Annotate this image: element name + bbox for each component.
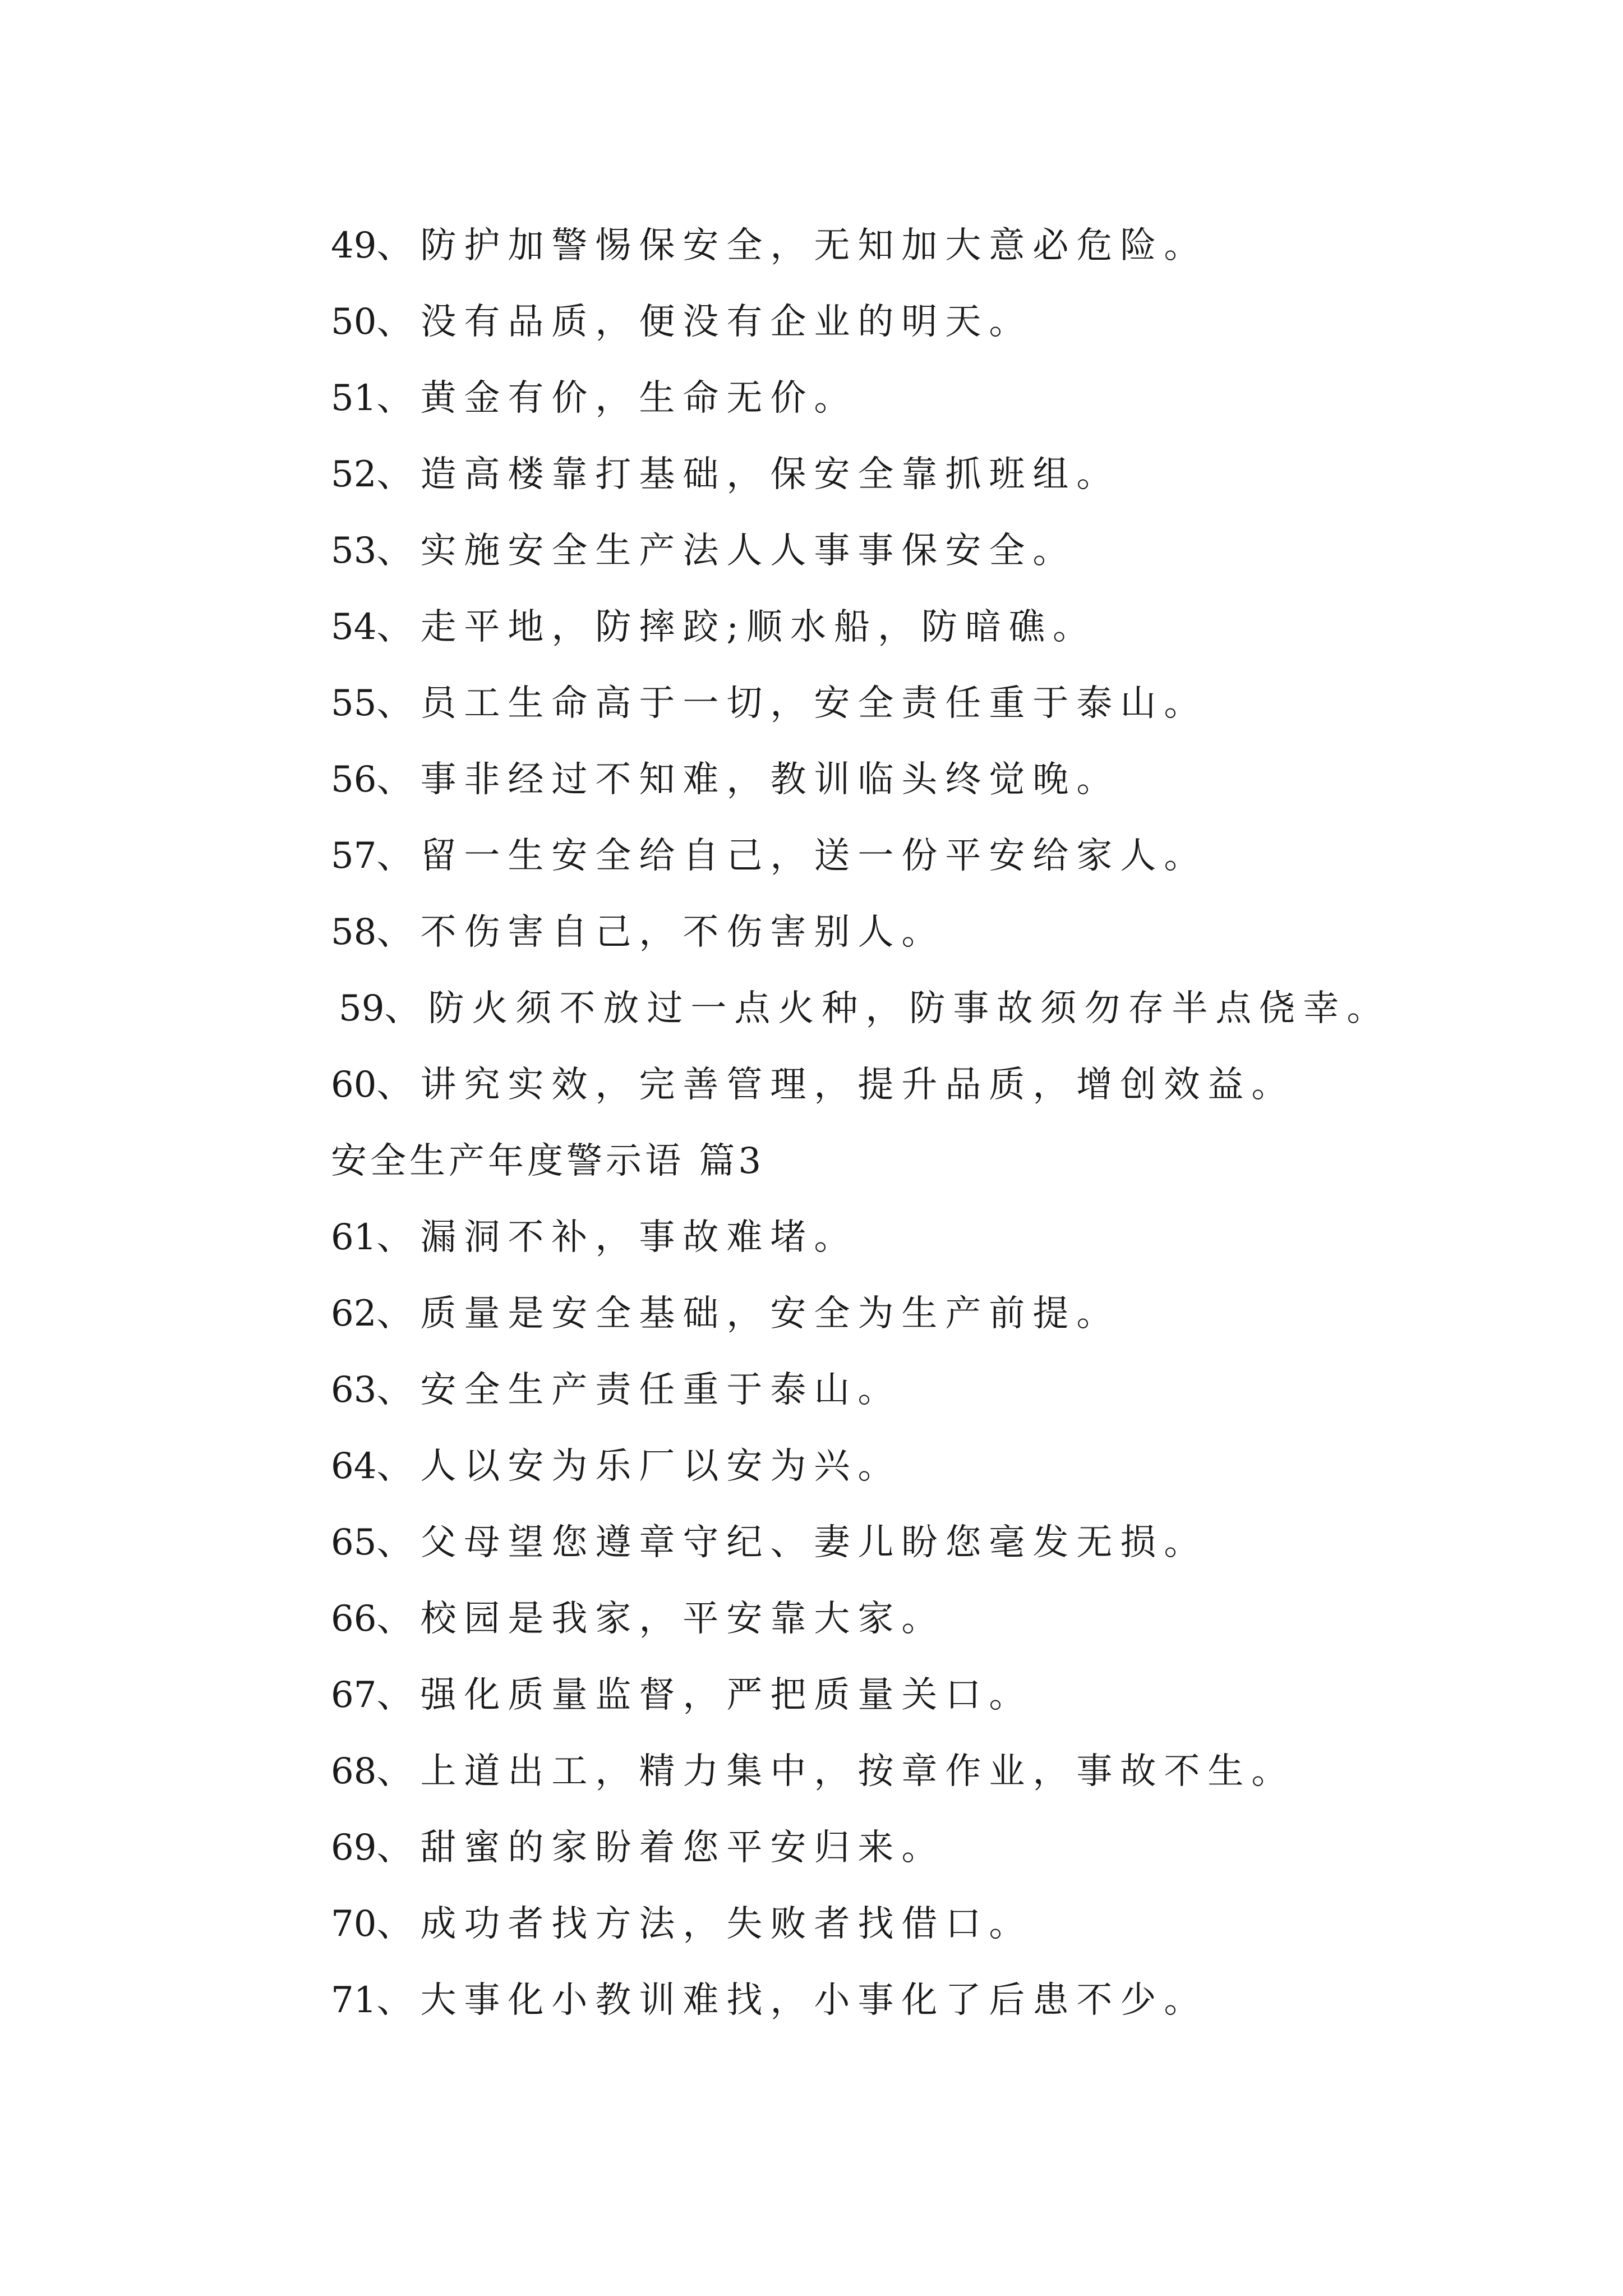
- item-number: 50: [331, 301, 377, 343]
- item-separator: 、: [376, 1598, 421, 1640]
- list-item: [331, 1810, 1565, 1886]
- item-number: 62: [331, 1293, 377, 1335]
- item-number: 67: [331, 1674, 377, 1716]
- item-separator: 、: [376, 1827, 421, 1869]
- item-text: 没有品质，便没有企业的明天。: [420, 301, 1033, 343]
- list-item: [331, 1276, 1565, 1352]
- list-item: [331, 665, 1565, 742]
- item-text: 造高楼靠打基础，保安全靠抓班组。: [420, 454, 1121, 495]
- item-separator: 、: [376, 301, 421, 343]
- item-number: 65: [331, 1522, 377, 1563]
- item-separator: 、: [384, 988, 428, 1029]
- item-text: 上道出工，精力集中，按章作业，事故不生。: [420, 1751, 1295, 1792]
- item-separator: 、: [376, 378, 421, 419]
- list-item: [331, 1504, 1565, 1581]
- item-number: 54: [331, 606, 377, 648]
- item-text: 人以安为乐厂以安为兴。: [420, 1446, 902, 1487]
- item-number: 61: [331, 1217, 377, 1258]
- list-item: [331, 1581, 1565, 1657]
- item-text: 校园是我家，平安靠大家。: [420, 1598, 946, 1640]
- item-separator: 、: [376, 1369, 421, 1411]
- list-item: [331, 284, 1565, 360]
- item-text: 防护加警惕保安全，无知加大意必危险。: [420, 225, 1208, 266]
- item-number: 49: [331, 225, 377, 266]
- item-text: 员工生命高于一切，安全责任重于泰山。: [420, 683, 1208, 724]
- item-text: 成功者找方法，失败者找借口。: [420, 1903, 1033, 1945]
- item-text: 甜蜜的家盼着您平安归来。: [420, 1827, 946, 1869]
- list-item: [331, 1657, 1565, 1733]
- item-text: 事非经过不知难，教训临头终觉晚。: [420, 759, 1121, 800]
- list-item: [331, 589, 1565, 665]
- list-item: [331, 1886, 1565, 1962]
- item-text: 实施安全生产法人人事事保安全。: [420, 530, 1077, 572]
- item-separator: 、: [376, 1751, 421, 1792]
- list-item: [331, 818, 1565, 894]
- item-separator: 、: [376, 1446, 421, 1487]
- item-number: 53: [331, 530, 377, 572]
- item-text: 父母望您遵章守纪、妻儿盼您毫发无损。: [420, 1522, 1208, 1563]
- list-item: [331, 360, 1565, 436]
- item-separator: 、: [376, 1903, 421, 1945]
- item-separator: 、: [376, 225, 421, 266]
- item-number: 56: [331, 759, 377, 800]
- list-item: [331, 970, 1565, 1047]
- item-text: 走平地，防摔跤;顺水船，防暗礁。: [420, 606, 1096, 648]
- item-number: 59: [339, 988, 385, 1029]
- item-separator: 、: [376, 912, 421, 953]
- item-separator: 、: [376, 1064, 421, 1106]
- list-item: [331, 742, 1565, 818]
- item-number: 63: [331, 1369, 377, 1411]
- slogan-list: [331, 208, 1565, 2039]
- item-separator: 、: [376, 1522, 421, 1563]
- item-separator: 、: [376, 835, 421, 877]
- item-number: 57: [331, 835, 377, 877]
- item-text: 不伤害自己，不伤害别人。: [420, 912, 946, 953]
- item-number: 69: [331, 1827, 377, 1869]
- section-heading: 安全生产年度警示语 篇3: [331, 1140, 765, 1182]
- item-text: 留一生安全给自己，送一份平安给家人。: [420, 835, 1208, 877]
- item-text: 安全生产责任重于泰山。: [420, 1369, 902, 1411]
- list-item: [331, 1199, 1565, 1276]
- item-separator: 、: [376, 1980, 421, 2021]
- item-number: 68: [331, 1751, 377, 1792]
- item-separator: 、: [376, 1217, 421, 1258]
- item-number: 64: [331, 1446, 377, 1487]
- item-text: 质量是安全基础，安全为生产前提。: [420, 1293, 1121, 1335]
- item-number: 70: [331, 1903, 377, 1945]
- item-number: 55: [331, 683, 377, 724]
- item-number: 66: [331, 1598, 377, 1640]
- list-item: [331, 1047, 1565, 1123]
- list-item: [331, 894, 1565, 970]
- list-item: [331, 1428, 1565, 1504]
- list-item: [331, 1962, 1565, 2039]
- item-separator: 、: [376, 606, 421, 648]
- item-text: 讲究实效，完善管理，提升品质，增创效益。: [420, 1064, 1295, 1106]
- item-separator: 、: [376, 759, 421, 800]
- item-separator: 、: [376, 683, 421, 724]
- item-separator: 、: [376, 530, 421, 572]
- item-number: 51: [331, 378, 377, 419]
- list-item: [331, 1733, 1565, 1810]
- item-text: 大事化小教训难找，小事化了后患不少。: [420, 1980, 1208, 2021]
- list-item: [331, 1352, 1565, 1428]
- item-separator: 、: [376, 454, 421, 495]
- item-text: 漏洞不补，事故难堵。: [420, 1217, 858, 1258]
- item-separator: 、: [376, 1674, 421, 1716]
- item-separator: 、: [376, 1293, 421, 1335]
- item-text: 防火须不放过一点火种，防事故须勿存半点侥幸。: [428, 988, 1391, 1029]
- list-item: [331, 513, 1565, 589]
- item-number: 60: [331, 1064, 377, 1106]
- item-number: 52: [331, 454, 377, 495]
- item-text: 黄金有价，生命无价。: [420, 378, 858, 419]
- item-number: 71: [331, 1980, 377, 2021]
- item-number: 58: [331, 912, 377, 953]
- list-item: [331, 208, 1565, 284]
- item-text: 强化质量监督，严把质量关口。: [420, 1674, 1033, 1716]
- list-item: [331, 436, 1565, 513]
